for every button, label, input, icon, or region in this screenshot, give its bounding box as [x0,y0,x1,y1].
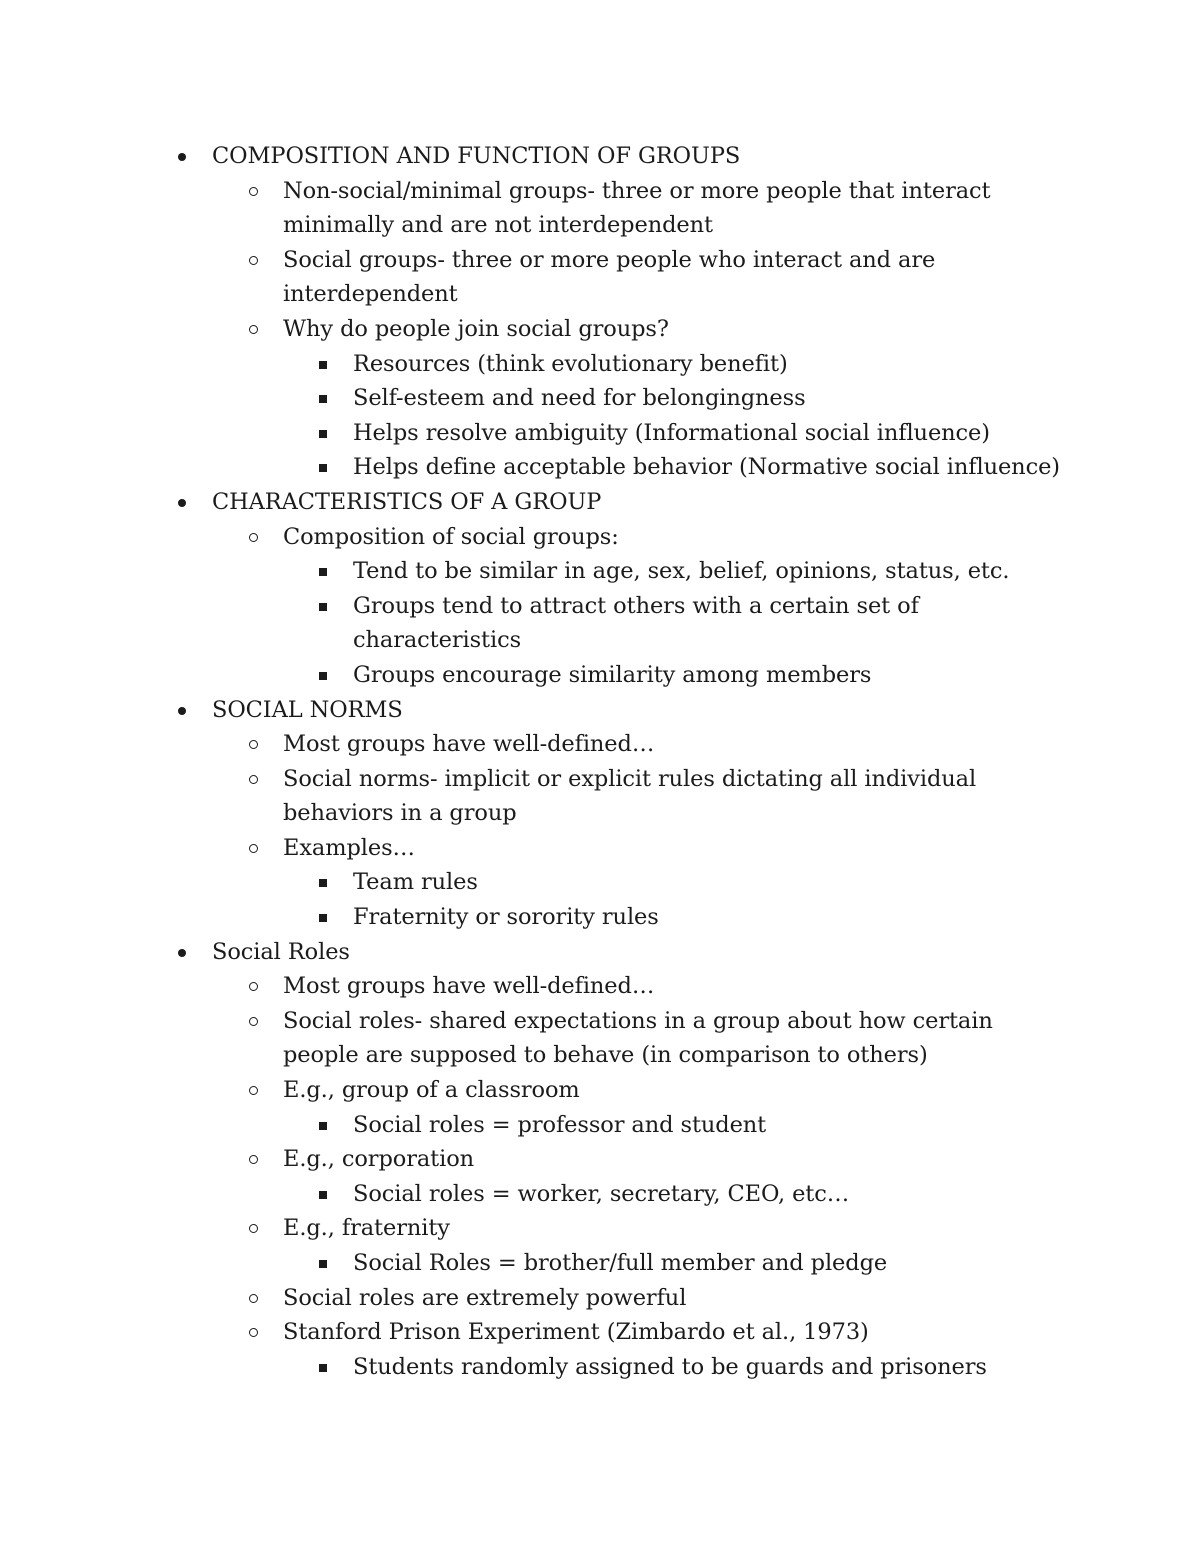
list-item [0,1211,1063,1246]
bullet-square-icon [319,1122,327,1130]
list-item [0,727,1063,762]
bullet-square-icon [319,1191,327,1199]
list-item-text: Why do people join social groups? [283,315,669,342]
bullet-square-icon [319,879,327,887]
list-item [0,935,1062,970]
bullet-square-icon [319,603,327,611]
list-item-text: Stanford Prison Experiment (Zimbardo et al., 1973) [283,1319,869,1346]
list-item-text: Groups encourage similarity among members [353,661,872,688]
list-item-text: Non-social/minimal groups- three or more people that interact minimally and are not interdependent [283,177,991,239]
list-item-text: Most groups have well-defined… [283,973,655,1000]
list-item [0,243,1063,312]
list-item [0,589,1063,658]
list-item [0,831,1063,866]
bullet-square-icon [319,914,327,922]
list-item-text: Team rules [353,869,478,896]
bullet-circle-icon [249,740,258,749]
list-item-text: Social roles- shared expectations in a group about how certain people are supposed to behave (in comparison to others) [283,1007,993,1069]
list-item-text: Helps define acceptable behavior (Normative social influence) [353,454,1060,481]
list-item [0,485,1062,520]
list-item-text: Social Roles [212,938,350,965]
list-item-text: Social Roles = brother/full member and pledge [353,1250,888,1276]
list-item [0,1073,1063,1108]
list-item [0,347,1063,382]
list-item [0,1004,1063,1073]
list-item [0,312,1063,347]
list-item [0,416,1063,451]
list-item-text: Most groups have well-defined… [283,731,655,758]
bullet-circle-icon [249,1155,258,1164]
list-item-text: E.g., fraternity [283,1215,450,1242]
bullet-square-icon [319,1260,327,1268]
list-item [0,1108,1063,1143]
list-item [0,658,1063,693]
list-item-text: Social roles = worker, secretary, CEO, etc… [353,1180,850,1207]
list-item-text: Composition of social groups: [283,523,619,550]
list-item [0,1315,1063,1350]
bullet-circle-icon [249,775,258,784]
list-item-text: COMPOSITION AND FUNCTION OF GROUPS [212,143,741,169]
list-item-text: Self-esteem and need for belongingness [353,385,806,412]
list-item [0,1177,1063,1212]
bullet-circle-icon [249,1294,258,1303]
document-page [0,139,1200,1384]
list-item-text: Social groups- three or more people who interact and are interdependent [283,246,936,308]
list-item [0,174,1063,243]
list-item [0,1246,1063,1281]
bullet-circle-icon [249,325,258,334]
bullet-square-icon [319,430,327,438]
list-item [0,520,1063,555]
list-item-text: Social roles are extremely powerful [283,1284,687,1311]
bullet-circle-icon [249,256,258,265]
list-item-text: Tend to be similar in age, sex, belief, opinions, status, etc. [353,558,1010,585]
bullet-dot-icon [178,153,186,161]
list-item-text: E.g., corporation [283,1146,475,1173]
list-item-text: Resources (think evolutionary benefit) [353,350,788,377]
list-item [0,1142,1063,1177]
bullet-circle-icon [249,1017,258,1026]
bullet-circle-icon [249,533,258,542]
bullet-dot-icon [178,499,186,507]
list-item-text: Students randomly assigned to be guards and prisoners [353,1353,987,1380]
bullet-square-icon [319,568,327,576]
list-item [0,865,1063,900]
list-item [0,969,1063,1004]
bullet-square-icon [319,1364,327,1372]
list-item [0,139,1062,174]
list-item-text: Groups tend to attract others with a certain set of characteristics [353,592,919,654]
bullet-dot-icon [178,949,186,957]
bullet-square-icon [319,672,327,680]
bullet-circle-icon [249,844,258,853]
list-item-text: SOCIAL NORMS [212,696,403,723]
bullet-circle-icon [249,1328,258,1337]
bullet-square-icon [319,395,327,403]
list-item-text: Social norms- implicit or explicit rules dictating all individual behaviors in a group [283,765,977,827]
list-item-text: Helps resolve ambiguity (Informational social influence) [353,419,990,446]
bullet-square-icon [319,464,327,472]
list-item [0,1350,1063,1385]
bullet-circle-icon [249,1086,258,1095]
bullet-circle-icon [249,982,258,991]
list-item [0,554,1063,589]
list-item [0,381,1063,416]
list-item-text: Fraternity or sorority rules [353,904,659,931]
list-item [0,450,1063,485]
list-item-text: CHARACTERISTICS OF A GROUP [212,488,602,515]
bullet-square-icon [319,361,327,369]
list-item [0,1281,1063,1316]
list-item-text: E.g., group of a classroom [283,1077,580,1104]
bullet-circle-icon [249,187,258,196]
bullet-dot-icon [178,707,186,715]
list-item-text: Examples… [283,834,415,861]
list-item-text: Social roles = professor and student [353,1111,767,1138]
list-item [0,762,1063,831]
list-item [0,693,1062,728]
bullet-circle-icon [249,1224,258,1233]
list-item [0,900,1063,935]
